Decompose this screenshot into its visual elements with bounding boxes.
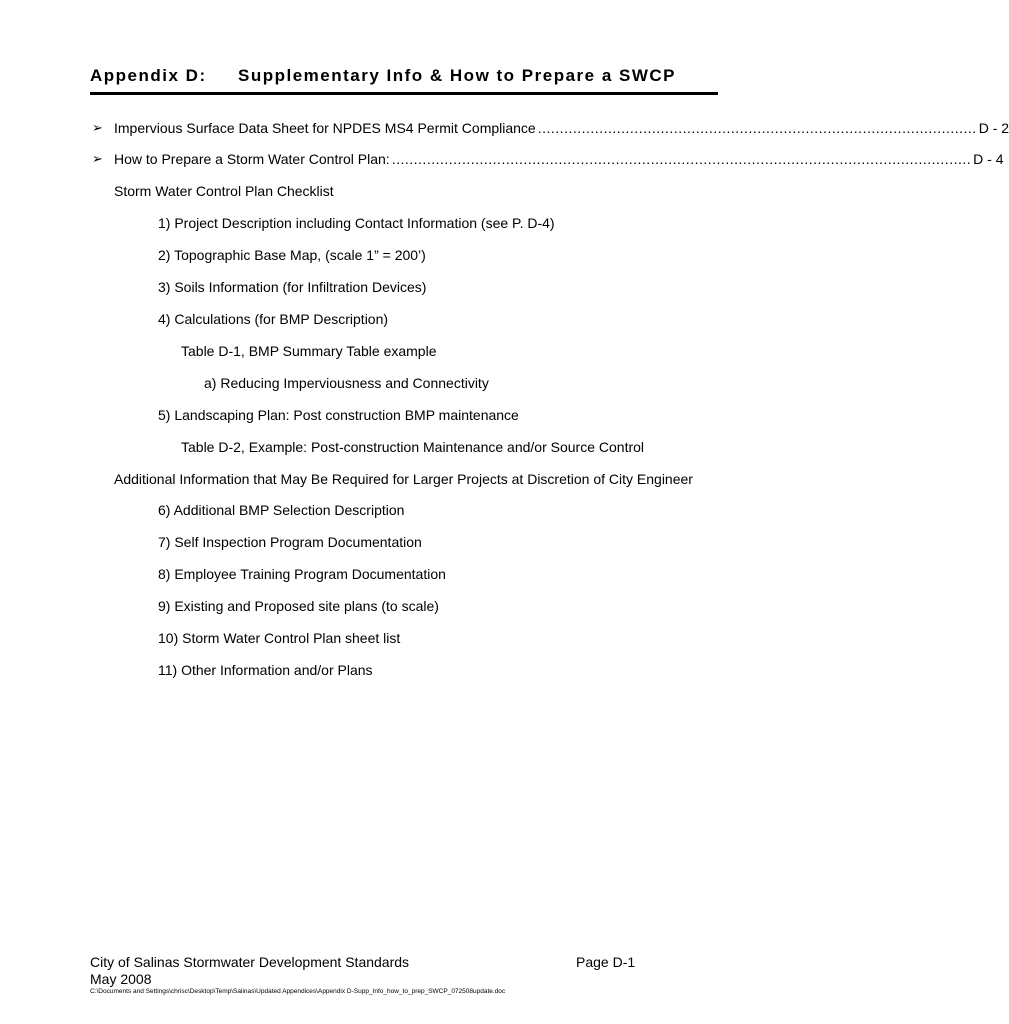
list-item: 3) Soils Information (for Infiltration Devices) (158, 279, 427, 295)
toc-entry (114, 119, 1009, 137)
list-item: 6) Additional BMP Selection Description (158, 502, 405, 518)
toc-entry-text: How to Prepare a Storm Water Control Plan: (114, 151, 390, 167)
additional-info-heading: Additional Information that May Be Required for Larger Projects at Discretion of City Engineer (114, 471, 693, 487)
list-item: 4) Calculations (for BMP Description) (158, 311, 389, 327)
list-item: 1) Project Description including Contact Information (see P. D-4) (158, 215, 555, 231)
toc-leader-dots: .................................................................................................... (537, 120, 977, 136)
appendix-label: Appendix D: (90, 66, 207, 85)
list-item: 8) Employee Training Program Documentation (158, 566, 446, 582)
toc-page-number: D - 2 (978, 120, 1009, 136)
title-underline (90, 92, 718, 95)
toc-leader-dots: .................................................................................................................................... (391, 151, 972, 167)
toc-entry-text: Impervious Surface Data Sheet for NPDES MS4 Permit Compliance (114, 120, 536, 136)
list-item: 9) Existing and Proposed site plans (to scale) (158, 598, 439, 614)
checklist-heading: Storm Water Control Plan Checklist (114, 183, 334, 199)
footer-page-number: Page D-1 (576, 954, 636, 970)
page-title (90, 66, 714, 94)
table-reference: Table D-2, Example: Post-construction Maintenance and/or Source Control (181, 439, 645, 455)
list-item: 7) Self Inspection Program Documentation (158, 534, 422, 550)
list-item: 10) Storm Water Control Plan sheet list (158, 630, 401, 646)
footer-organization (90, 954, 409, 988)
toc-entry (114, 150, 1004, 168)
sub-list-item: a) Reducing Imperviousness and Connectivity (204, 375, 489, 391)
table-reference: Table D-1, BMP Summary Table example (181, 343, 437, 359)
list-item: 2) Topographic Base Map, (scale 1” = 200’) (158, 247, 426, 263)
arrow-bullet-icon: ➢ (92, 151, 103, 166)
footer-date: May 2008 (90, 971, 152, 987)
toc-page-number: D - 4 (973, 151, 1004, 167)
arrow-bullet-icon: ➢ (92, 120, 103, 135)
appendix-title: Supplementary Info & How to Prepare a SWCP (238, 66, 677, 85)
list-item: 5) Landscaping Plan: Post construction BMP maintenance (158, 407, 519, 423)
footer-org-name: City of Salinas Stormwater Development Standards (90, 954, 410, 970)
footer-file-path: C:\Documents and Settings\chrisc\Desktop\Temp\Salinas\Updated Appendices\Appendix D-Supp_Info_how_to_prep_SWCP_072508update.doc (90, 988, 506, 995)
list-item: 11) Other Information and/or Plans (158, 662, 373, 678)
